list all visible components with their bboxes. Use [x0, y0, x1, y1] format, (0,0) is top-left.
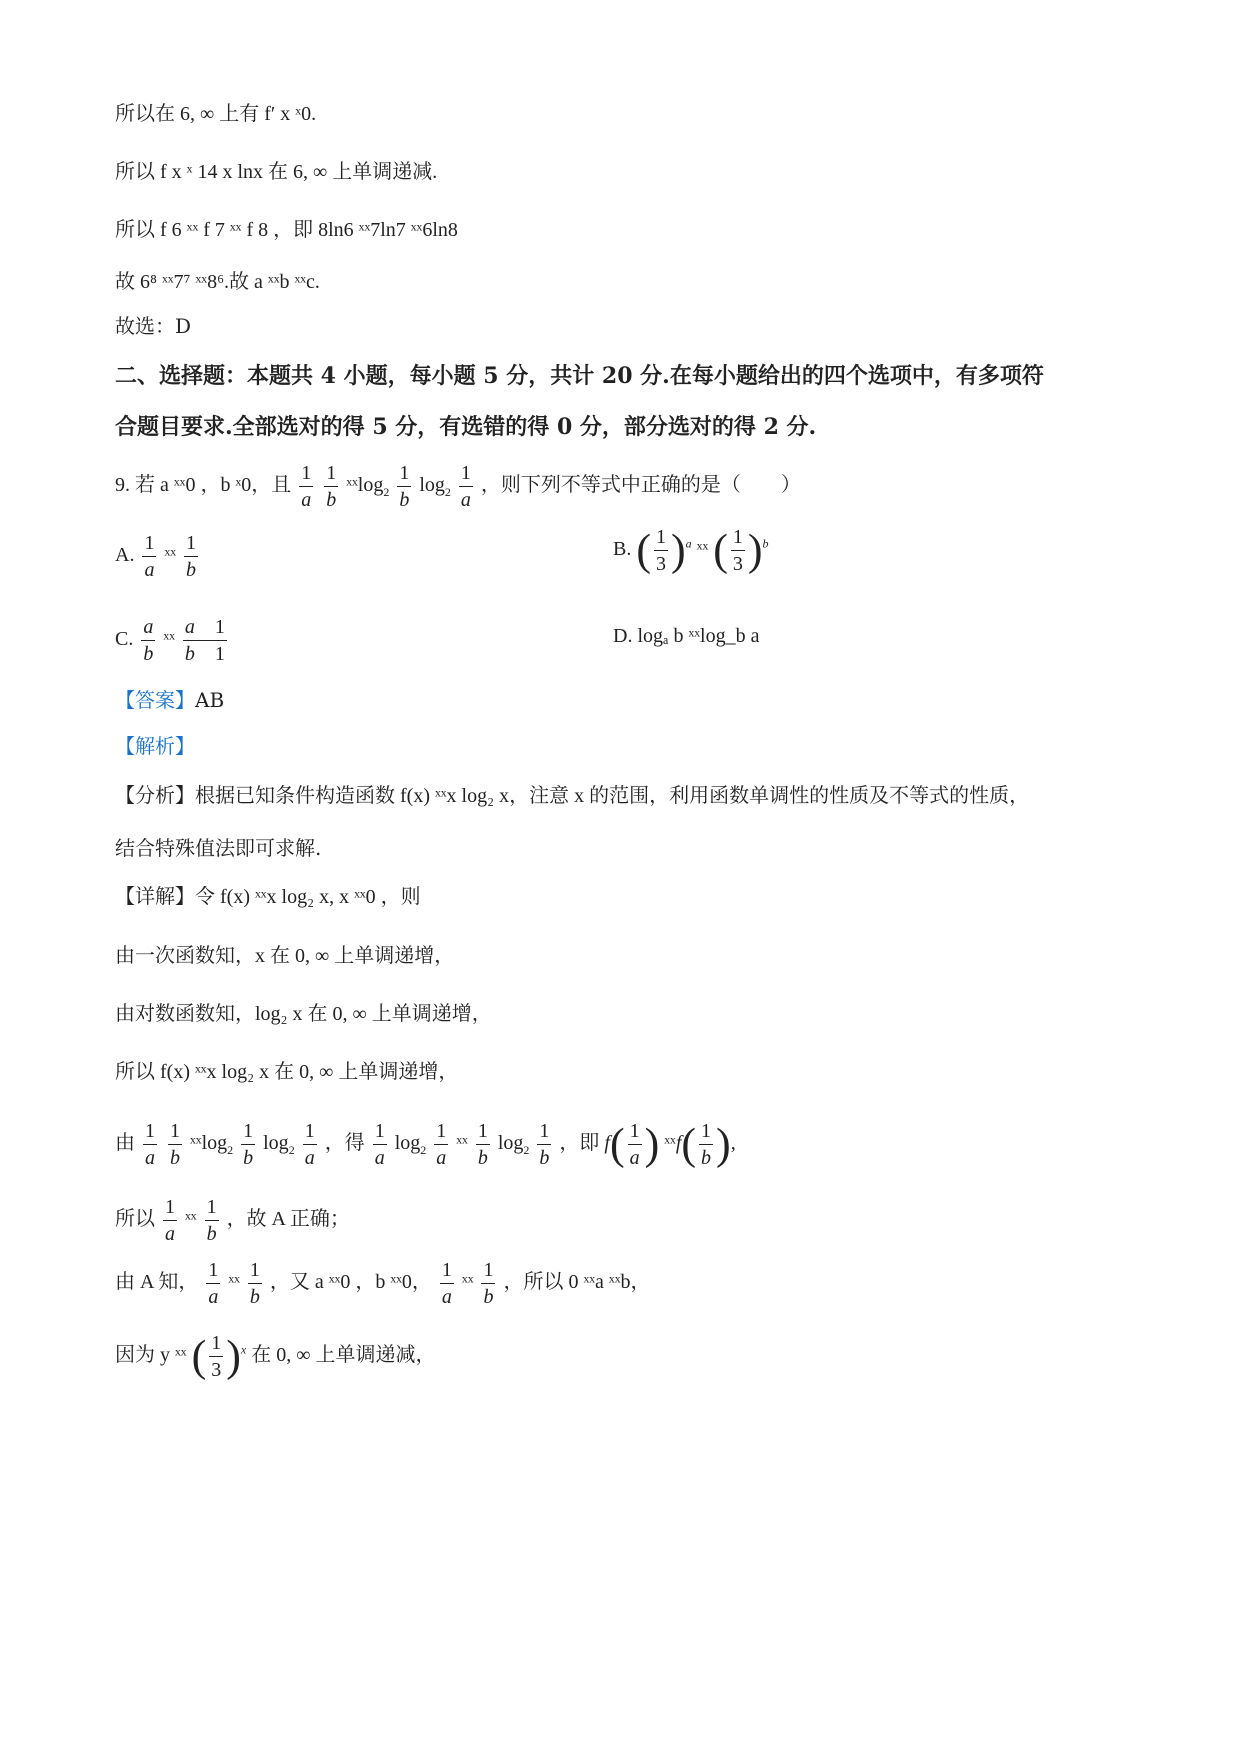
question-line: 9. 若 a ˣˣ0 ，b ˣ0，且 $\frac{1}{a}$ $\frac{1}{b}$ ˣˣlog$_2$ $\frac{1}{b}$ $\log_2$ $\frac{1}{a}$ ，则下列不等式中正确的是（ ）	[115, 462, 801, 511]
fraction: $\frac{1}{b}$	[326, 462, 337, 511]
detail-line: 因为 y ˣˣ ( $\frac{1}{3}$ )$^x$ 在 0, ∞ 上单调递减，	[115, 1331, 436, 1381]
text-line: 故选：D	[115, 314, 192, 338]
text-line: 所以 f 6 ˣˣ f 7 ˣˣ f 8 ，即 8ln6 ˣˣ7ln7 ˣˣ6ln8	[115, 219, 458, 241]
text-line: 所以 f x ˣ 14 x lnx 在 6, ∞ 上单调递减.	[115, 161, 438, 183]
section-heading: 二、选择题：本题共 4 小题，每小题 5 分，共计 20 分.在每小题给出的四个选项中，有多项符	[115, 363, 1044, 389]
analysis-tag: 【解析】	[115, 734, 195, 758]
fraction: $\frac{1}{a}$	[301, 462, 312, 511]
detail-line: 由一次函数知，x 在 0, ∞ 上单调递增，	[115, 945, 455, 967]
option-a: A. $\frac{1}{a}$ ˣˣ $\frac{1}{b}$	[115, 532, 197, 581]
detail-line: 所以 f(x) ˣˣx log₂ x 在 0, ∞ 上单调递增，	[115, 1061, 459, 1083]
option-c: C. $\frac{a}{b}$ ˣˣ $\frac{a 1}{b 1}$	[115, 616, 225, 665]
section-heading: 合题目要求.全部选对的得 5 分，有选错的得 0 分，部分选对的得 2 分.	[115, 414, 817, 440]
question-cond: a ˣˣ0 ，b ˣ0，且	[160, 474, 292, 497]
detail-line: 【详解】令 f(x) ˣˣx log₂ x, x ˣˣ0 ，则	[115, 886, 421, 908]
question-number: 9.	[115, 474, 130, 497]
answer-tag: 【答案】	[115, 688, 195, 712]
question-prefix: 若	[135, 474, 155, 497]
detail-line: 由对数函数知，log₂ x 在 0, ∞ 上单调递增，	[115, 1003, 492, 1025]
option-d: D. logₐ b ˣˣlog_b a	[613, 625, 760, 647]
question-suffix: ，则下列不等式中正确的是（ ）	[480, 474, 801, 497]
detail-line: 所以 $\frac{1}{a}$ ˣˣ $\frac{1}{b}$ ，故 A 正确；	[115, 1196, 350, 1245]
fraction: $\frac{1}{a}$	[460, 462, 471, 511]
detail-line: 由 A 知， $\frac{1}{a}$ ˣˣ $\frac{1}{b}$ ，又 a ˣˣ0 ，b ˣˣ0， $\frac{1}{a}$ ˣˣ $\frac{1}{b}$ ，所以 0 ˣˣa ˣˣb，	[115, 1259, 651, 1308]
fraction: $\frac{1}{b}$	[399, 462, 410, 511]
analysis-line: 【分析】根据已知条件构造函数 f(x) ˣˣx log₂ x，注意 x 的范围，利用函数单调性的性质及不等式的性质，	[115, 785, 1030, 807]
text-line: 所以在 6, ∞ 上有 f′ x ˣ0.	[115, 103, 317, 125]
text-line: 故 6⁸ ˣˣ7⁷ ˣˣ8⁶.故 a ˣˣb ˣˣc.	[115, 271, 320, 293]
option-b: B. ( $\frac{1}{3}$ )$^a$ ˣˣ ( $\frac{1}{3}$ )$^b$	[613, 525, 769, 575]
detail-line: 由 $\frac{1}{a}$ $\frac{1}{b}$ ˣˣlog$_2$ $\frac{1}{b}$ $\log_2$ $\frac{1}{a}$ ，得 $\frac{1}{a}$ $\log_2$ $\frac{1}{a}$ ˣˣ $\frac{1}{b}$ $\log_2$ $\frac{1}{b}$ ，即 f( $\frac{1}{a}$ ) ˣˣf( $\frac{1}{b}$ ),	[115, 1119, 736, 1169]
answer-line	[115, 686, 1161, 714]
answer-value: AB	[195, 688, 225, 712]
analysis-line: 结合特殊值法即可求解.	[115, 836, 322, 860]
